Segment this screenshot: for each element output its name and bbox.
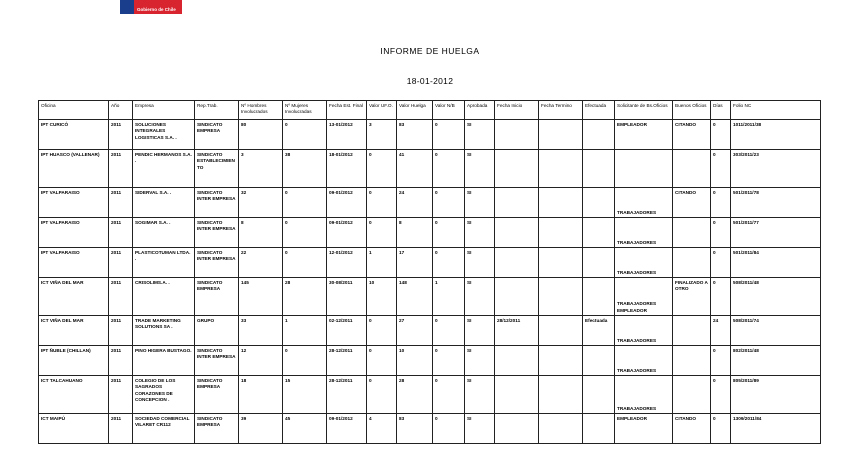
table-cell [615,150,673,188]
table-row [39,150,821,188]
table-cell: SINDICATO INTER EMPRESA [195,218,239,248]
table-cell: 0 [283,188,327,218]
column-header: Fecha Termino [539,101,583,120]
table-cell: TRADE MARKETING SOLUTIONS SA . [133,316,195,346]
table-cell: FINALIZADO A OTRO [673,278,711,316]
table-cell: IPT VALPARAISO [39,248,109,278]
table-cell: 2011 [109,248,133,278]
table-cell: TRABAJADORES [615,346,673,376]
table-cell: SINDICATO INTER EMPRESA [195,188,239,218]
table-cell: 28-12/2011 [327,376,367,414]
table-cell: SINDICATO ESTABLECIMIENTO [195,150,239,188]
table-cell: 0 [711,346,731,376]
column-header: Año [109,101,133,120]
table-cell: 0 [283,346,327,376]
table-cell: IPT CURICÓ [39,120,109,150]
table-cell: 303/2011/23 [731,150,821,188]
table-cell [673,248,711,278]
table-cell: CRISOLIMS.A. . [133,278,195,316]
column-header: Efectuada [583,101,615,120]
table-cell: 15 [283,376,327,414]
table-cell: EMPLEADOR [615,120,673,150]
table-cell [495,414,539,444]
table-cell: ICT VIÑA DEL MAR [39,316,109,346]
table-cell: SINDICATO EMPRESA [195,414,239,444]
column-header: Folio NC [731,101,821,120]
table-cell [539,120,583,150]
table-cell: SOLUCIONES INTEGRALES LOGISTICAS S.A. . [133,120,195,150]
table-cell: TRABAJADORES [615,316,673,346]
table-cell: SI [465,376,495,414]
table-cell [539,248,583,278]
table-cell: SINDICATO EMPRESA [195,376,239,414]
table-cell: 28 [397,376,433,414]
table-cell: 24 [397,188,433,218]
table-cell: 802/2011/48 [731,346,821,376]
table-cell: 0 [711,150,731,188]
table-cell [539,414,583,444]
table-cell: 1011/2011/38 [731,120,821,150]
table-cell: 09-01/2012 [327,218,367,248]
table-cell [583,278,615,316]
table-cell: 501/2011/77 [731,218,821,248]
table-cell: 0 [283,218,327,248]
table-cell: 2011 [109,316,133,346]
table-cell: 0 [711,248,731,278]
table-cell: 0 [367,316,397,346]
table-cell: 0 [367,188,397,218]
table-row [39,278,821,316]
table-cell: 0 [711,376,731,414]
table-cell: 09-01/2012 [327,414,367,444]
table-cell [583,248,615,278]
table-cell [539,188,583,218]
column-header: Valor Huelga [397,101,433,120]
table-cell: 0 [433,316,465,346]
logo-blue-block [120,0,134,14]
table-cell: 2011 [109,150,133,188]
table-cell: TRABAJADORES EMPLEADOR [615,278,673,316]
table-cell: COLEGIO DE LOS SAGRADOS CORAZONES DE CONCEPCION . [133,376,195,414]
table-cell: 24 [711,316,731,346]
table-cell [583,346,615,376]
table-cell [495,376,539,414]
table-cell: SI [465,120,495,150]
government-logo [120,0,182,14]
table-cell: 508/2011/74 [731,316,821,346]
column-header: Empresa [133,101,195,120]
table-cell: 10 [367,278,397,316]
table-row [39,188,821,218]
table-cell: 0 [433,346,465,376]
table-cell: 02-12/2011 [327,316,367,346]
table-cell: SOCIEDAD COMERCIAL VILARET CR112 [133,414,195,444]
table-cell [495,188,539,218]
table-cell: 12-01/2012 [327,248,367,278]
table-cell: 0 [433,188,465,218]
table-cell: GRUPO [195,316,239,346]
column-header: Buenos Oficios [673,101,711,120]
table-cell: 145 [239,278,283,316]
table-cell [673,316,711,346]
table-cell [539,150,583,188]
table-cell: 0 [283,120,327,150]
table-cell: 0 [711,414,731,444]
table-cell: CITANDO [673,120,711,150]
table-cell [583,120,615,150]
table-cell: IPT ÑUBLE (CHILLAN) [39,346,109,376]
table-cell: SIDERVAL S.A. . [133,188,195,218]
table-cell [495,150,539,188]
column-header: Fecha Est. Final [327,101,367,120]
table-cell: 22 [239,248,283,278]
table-cell [495,248,539,278]
table-cell: SI [465,278,495,316]
table-cell: 0 [711,278,731,316]
table-row [39,218,821,248]
table-cell: 0 [433,120,465,150]
table-cell: 2011 [109,346,133,376]
table-cell: 28 [283,278,327,316]
table-cell: Efectuada [583,316,615,346]
table-cell: IPT VALPARAISO [39,218,109,248]
table-cell: 2011 [109,218,133,248]
table-cell: 501/2011/84 [731,248,821,278]
table-cell [583,188,615,218]
table-cell: 12 [239,346,283,376]
table-cell: 27 [397,316,433,346]
table-cell: 1 [283,316,327,346]
table-cell: SI [465,248,495,278]
table-cell: SI [465,346,495,376]
table-cell [539,346,583,376]
table-cell: 0 [367,376,397,414]
table-cell: 0 [367,218,397,248]
table-cell: 10 [397,346,433,376]
table-cell: 18-01/2012 [327,150,367,188]
table-cell: 0 [711,120,731,150]
table-cell: 8 [239,218,283,248]
table-cell [539,218,583,248]
table-cell: SI [465,150,495,188]
table-cell [583,150,615,188]
report-date: 18-01-2012 [406,76,454,86]
column-header: Rep.Trab. [195,101,239,120]
table-cell [673,150,711,188]
table-cell: 13-01/2012 [327,120,367,150]
table-cell [495,218,539,248]
table-cell: SI [465,188,495,218]
table-header-row [39,101,821,120]
table-cell: SI [465,218,495,248]
table-cell: 0 [367,346,397,376]
table-cell: 805/2011/89 [731,376,821,414]
table-cell [539,376,583,414]
table-row [39,346,821,376]
table-cell: 3 [367,120,397,150]
table-cell: SINDICATO INTER EMPRESA [195,248,239,278]
strike-report-table [38,100,821,444]
table-row [39,316,821,346]
table-cell: ICT MAIPÚ [39,414,109,444]
table-cell [495,346,539,376]
table-cell: 83 [397,414,433,444]
table-cell: PLASTICOTUMAN LTDA. . [133,248,195,278]
column-header: Nº Mujeres Involucradas [283,101,327,120]
table-cell: EMPLEADOR [615,414,673,444]
table-cell: 0 [433,414,465,444]
table-cell: 0 [711,218,731,248]
table-cell: CITANDO [673,188,711,218]
table-cell: 0 [433,150,465,188]
table-cell: SI [465,414,495,444]
table-cell: 80 [239,120,283,150]
table-cell: 0 [283,248,327,278]
table-cell [673,376,711,414]
table-cell: PENDIC HERMANOS S.A. . [133,150,195,188]
table-cell: 32 [239,188,283,218]
column-header: Fecha Inicio [495,101,539,120]
column-header: Aprobada [465,101,495,120]
table-cell: 41 [397,150,433,188]
table-cell: SINDICATO EMPRESA [195,120,239,150]
table-row [39,376,821,414]
table-cell: 3 [239,150,283,188]
table-cell: 0 [367,150,397,188]
table-cell: IPT HUASCO (VALLENAR) [39,150,109,188]
table-row [39,248,821,278]
table-cell: TRABAJADORES [615,376,673,414]
table-cell: 0 [711,188,731,218]
table-cell: 501/2011/78 [731,188,821,218]
table-cell: PINO HIGERA BUSTAGO. [133,346,195,376]
table-cell [495,278,539,316]
table-cell [583,414,615,444]
table-cell: SINDICATO EMPRESA [195,278,239,316]
column-header: Solicitante de Bs.Oficios [615,101,673,120]
table-cell: TRABAJADORES [615,218,673,248]
table-cell: 45 [283,414,327,444]
table-cell: 508/2011/48 [731,278,821,316]
table-cell: ICT TALCAHUANO [39,376,109,414]
table-cell: SI [465,316,495,346]
table-cell: 2011 [109,278,133,316]
table-cell: 38 [283,150,327,188]
table-cell: 28/12/2011 [495,316,539,346]
table-cell: 18 [239,376,283,414]
column-header: Oficina [39,101,109,120]
table-cell: 8 [397,218,433,248]
column-header: Días [711,101,731,120]
table-cell: SOGIMAR S.A. . [133,218,195,248]
table-cell: 39 [239,414,283,444]
column-header: Valor N/B [433,101,465,120]
table-cell: 1 [433,278,465,316]
table-cell: 0 [433,248,465,278]
table-cell: CITANDO [673,414,711,444]
table-cell: IPT VALPARAISO [39,188,109,218]
table-cell: 0 [433,218,465,248]
table-cell [583,376,615,414]
table-cell: 30-08/2011 [327,278,367,316]
table-cell: 17 [397,248,433,278]
table-cell: 2011 [109,188,133,218]
table-cell: 09-01/2012 [327,188,367,218]
table-cell: ICT VIÑA DEL MAR [39,278,109,316]
table-cell [539,316,583,346]
table-cell: 28-12/2011 [327,346,367,376]
table-cell [583,218,615,248]
table-cell: 148 [397,278,433,316]
table-cell [673,218,711,248]
table-cell: TRABAJADORES [615,188,673,218]
logo-text: Gobierno de Chile [134,0,182,14]
table-cell: 0 [433,376,465,414]
table-cell: 2011 [109,414,133,444]
table-row [39,120,821,150]
table-row [39,414,821,444]
table-cell: 1 [367,248,397,278]
table-cell: 1309/2011/84 [731,414,821,444]
column-header: Valor UF.O. [367,101,397,120]
column-header: Nº Hombres Involucrados [239,101,283,120]
table-cell: 33 [239,316,283,346]
table-cell: 4 [367,414,397,444]
table-cell [495,120,539,150]
table-cell: 2011 [109,120,133,150]
table-cell [539,278,583,316]
table-cell: 2011 [109,376,133,414]
table-cell: SINDICATO INTER EMPRESA [195,346,239,376]
report-title: INFORME DE HUELGA [380,46,480,56]
table-cell: TRABAJADORES [615,248,673,278]
table-cell: 83 [397,120,433,150]
table-cell [673,346,711,376]
